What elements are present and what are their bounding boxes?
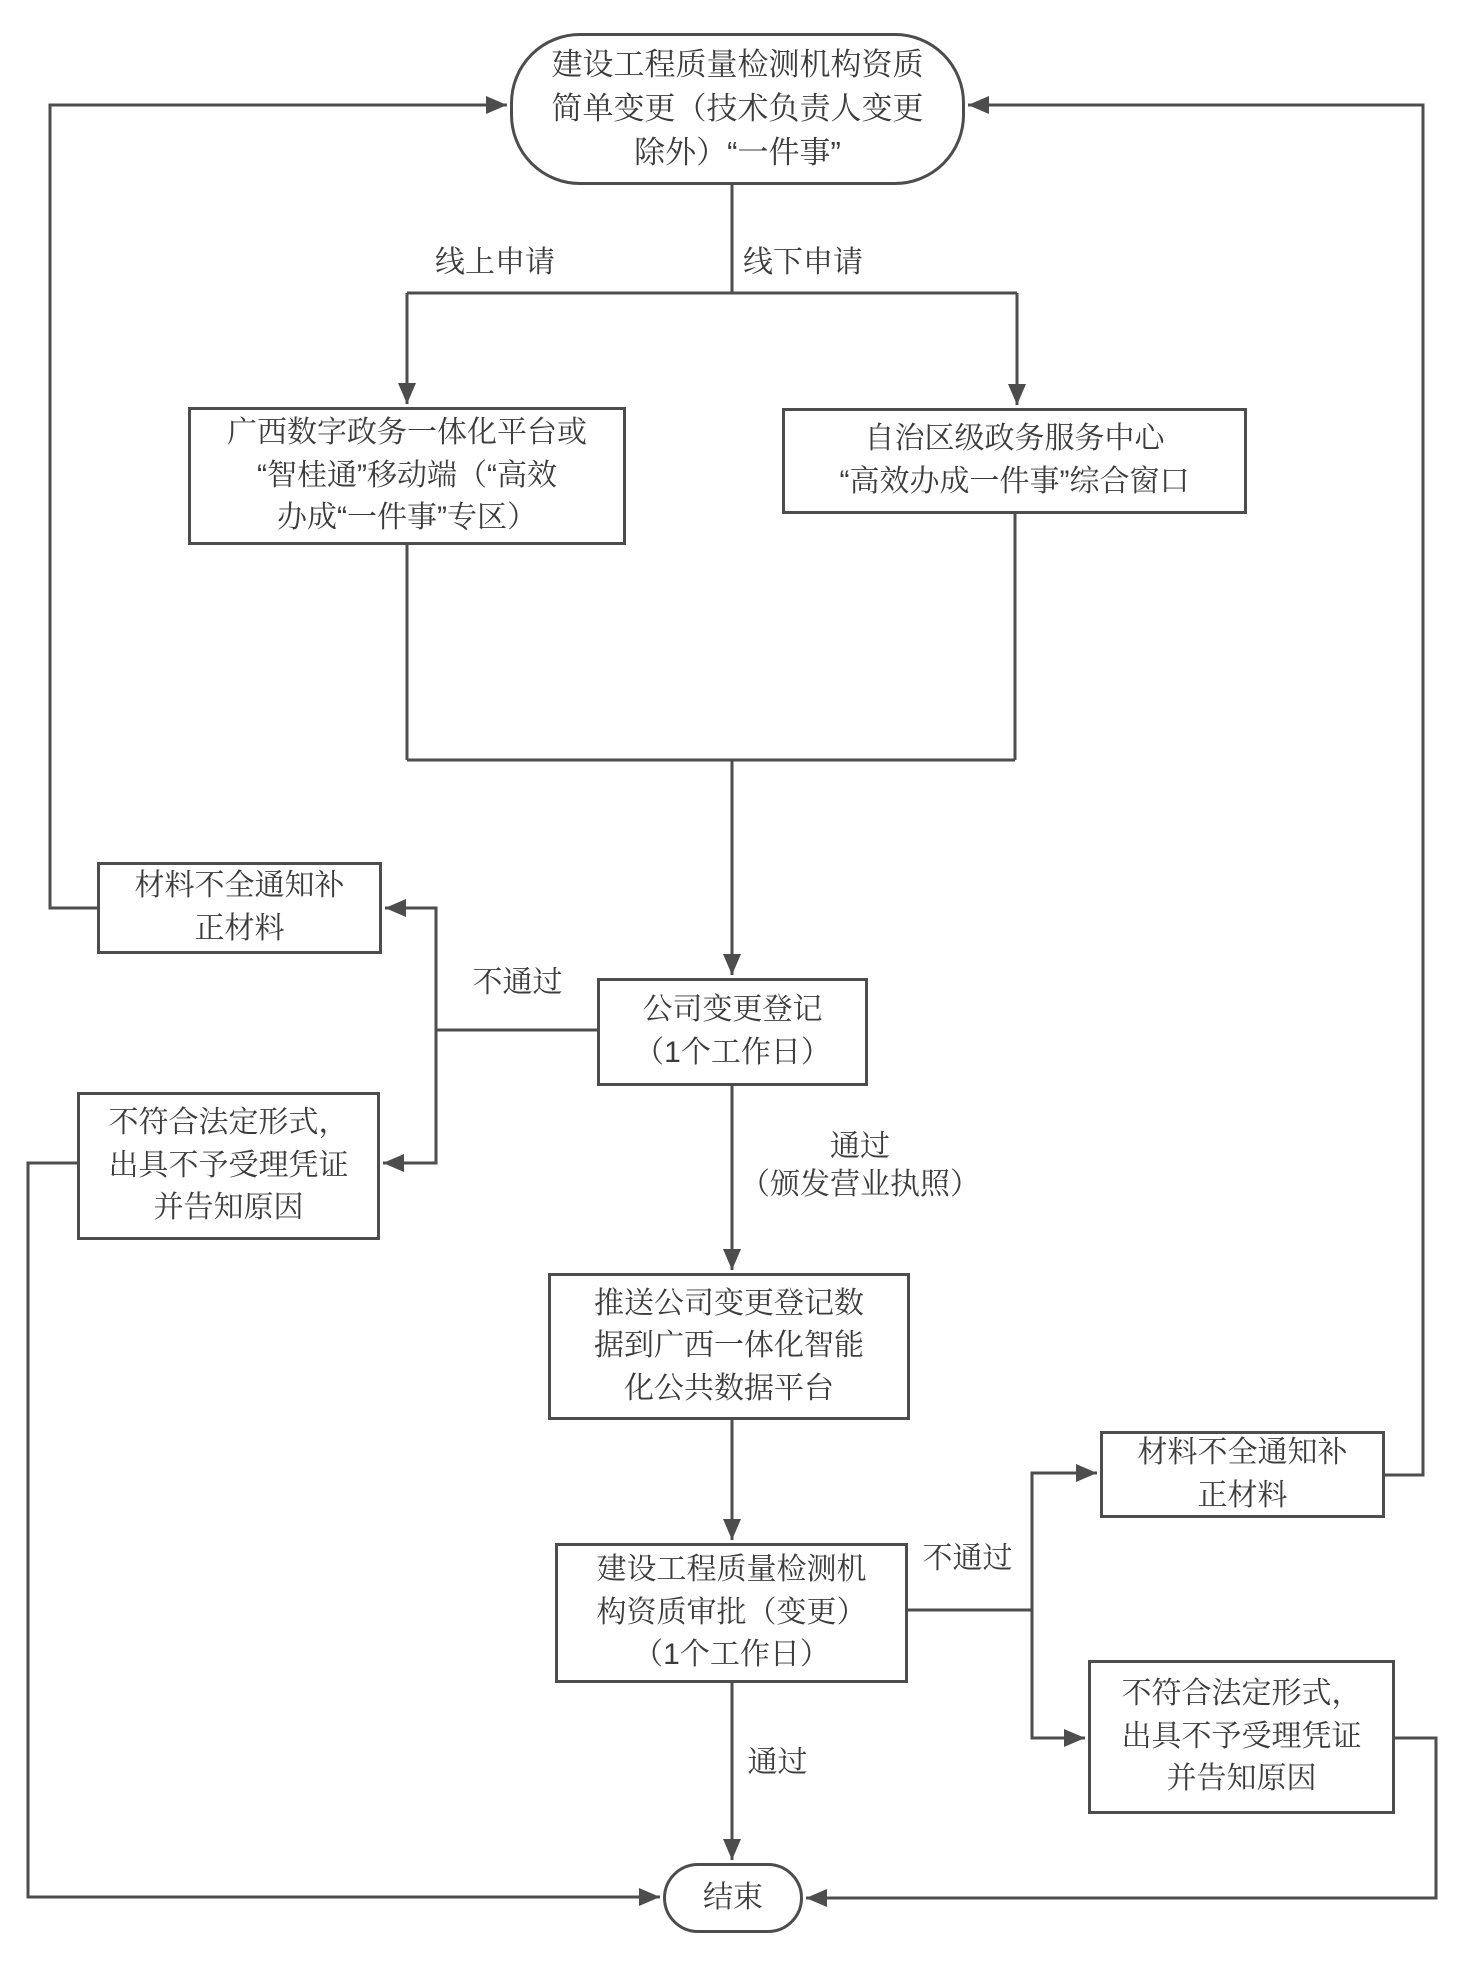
node-start-line1: 建设工程质量检测机构资质 — [551, 46, 924, 82]
node-qualification-approval — [555, 1543, 908, 1683]
node-reject-right-line3: 并告知原因 — [1166, 1762, 1317, 1796]
node-company-registration-line2: （1个工作日） — [634, 1036, 831, 1069]
node-start-line2: 简单变更（技术负责人变更 — [551, 90, 924, 126]
label-pass-end: 通过 — [747, 1746, 808, 1779]
label-fail-right: 不通过 — [922, 1542, 1013, 1575]
node-qualification-approval-line1: 建设工程质量检测机 — [596, 1553, 867, 1587]
label-pass-company — [740, 1128, 980, 1203]
node-service-center-line2: “高效办成一件事”综合窗口 — [839, 465, 1190, 498]
node-company-registration — [597, 978, 868, 1086]
node-online-platform-line1: 广西数字政务一体化平台或 — [227, 416, 587, 450]
label-pass-company-line1: 通过 — [830, 1130, 890, 1163]
node-notify-incomplete-right-line1: 材料不全通知补 — [1137, 1435, 1348, 1469]
node-push-data — [548, 1273, 910, 1420]
node-push-data-line2: 据到广西一体化智能 — [594, 1329, 864, 1363]
edge-fail-to-reject-left — [383, 1030, 436, 1163]
node-reject-right-line2: 出具不予受理凭证 — [1121, 1719, 1362, 1753]
node-service-center — [782, 408, 1247, 514]
node-qualification-approval-line2: 构资质审批（变更） — [596, 1595, 867, 1629]
node-end — [663, 1863, 803, 1933]
node-reject-left-line1: 不符合法定形式， — [108, 1106, 349, 1140]
node-push-data-line3: 化公共数据平台 — [624, 1371, 834, 1405]
label-fail-left: 不通过 — [472, 966, 563, 999]
node-notify-incomplete-left — [97, 862, 382, 954]
node-push-data-line1: 推送公司变更登记数 — [594, 1286, 864, 1320]
node-notify-incomplete-right-line2: 正材料 — [1197, 1478, 1288, 1512]
node-end-label: 结束 — [703, 1880, 763, 1914]
node-notify-incomplete-left-line2: 正材料 — [194, 912, 285, 945]
node-service-center-line1: 自治区级政务服务中心 — [864, 422, 1165, 456]
label-pass-company-line2: （颁发营业执照） — [740, 1167, 980, 1201]
node-start-line3: 除外）“一件事” — [634, 135, 841, 170]
node-notify-incomplete-right — [1100, 1431, 1385, 1518]
node-reject-left-line3: 并告知原因 — [153, 1191, 304, 1225]
node-qualification-approval-line3: （1个工作日） — [633, 1638, 830, 1672]
node-reject-left — [77, 1092, 380, 1240]
node-company-registration-line1: 公司变更登记 — [642, 993, 823, 1027]
node-reject-left-line2: 出具不予受理凭证 — [108, 1148, 349, 1182]
node-online-platform-line3: 办成“一件事”专区） — [277, 501, 537, 535]
node-reject-right-line1: 不符合法定形式， — [1121, 1677, 1362, 1711]
label-offline-apply: 线下申请 — [743, 246, 863, 279]
node-online-platform — [188, 407, 626, 545]
edge-notify-right-to-start — [968, 105, 1423, 1475]
node-online-platform-line2: “智桂通”移动端（“高效 — [257, 458, 557, 492]
node-reject-right — [1088, 1660, 1395, 1814]
node-notify-incomplete-left-line1: 材料不全通知补 — [134, 869, 345, 903]
node-start — [510, 33, 965, 185]
label-online-apply: 线上申请 — [435, 246, 555, 279]
edge-fail-to-reject-right — [1032, 1610, 1085, 1738]
edge-fail-to-notify-left — [385, 908, 436, 1030]
